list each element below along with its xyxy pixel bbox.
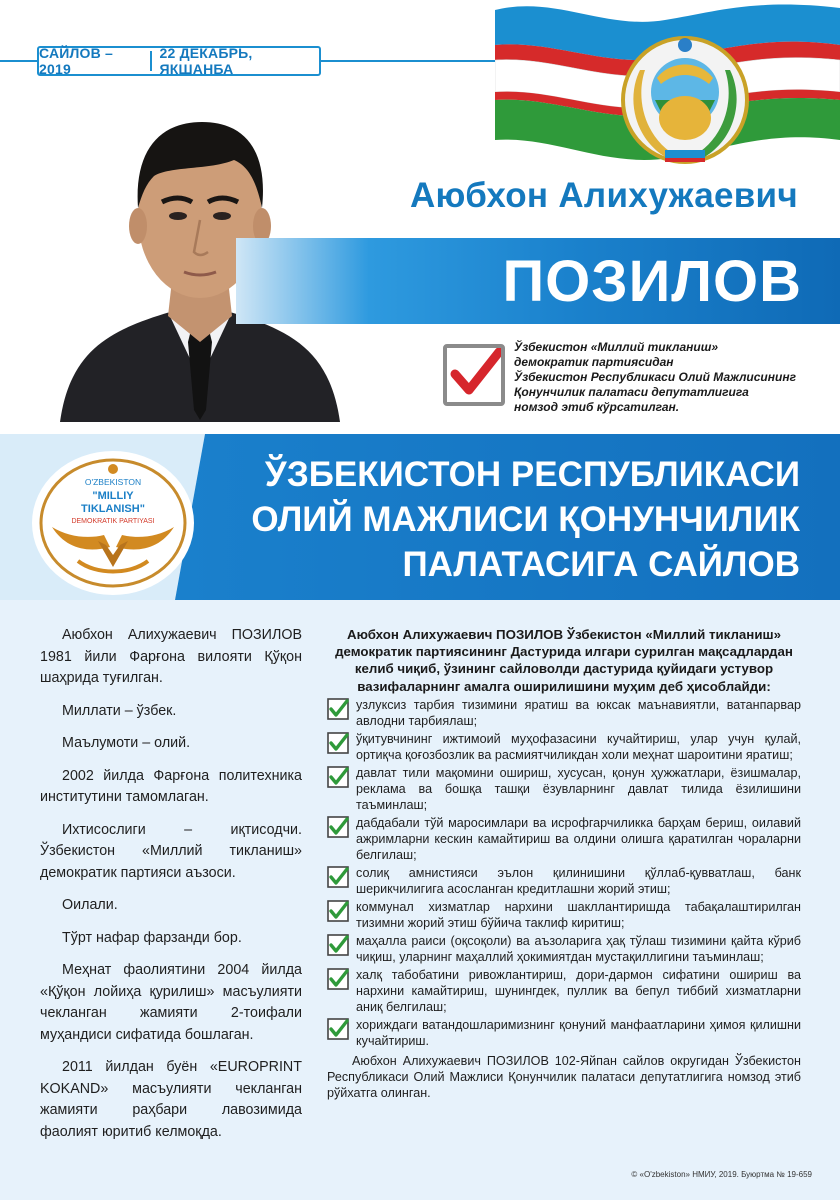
date-badge (37, 46, 321, 76)
program-item (327, 967, 801, 1015)
bio-paragraph: Миллати – ўзбек. (62, 702, 177, 719)
party-logo-subtitle: DEMOKRATIK PARTIYASI (71, 518, 155, 525)
biography (40, 625, 302, 1154)
election-title-line: ОЛИЙ МАЖЛИСИ ҚОНУНЧИЛИК (251, 500, 800, 539)
bio-paragraph: Ихтисослиги – иқтисодчи. Ўзбекистон «Миллий тикланиш» демократик партияси аъзоси. (40, 821, 302, 881)
badge-divider (150, 51, 152, 71)
ballot-check-icon (443, 344, 505, 406)
nomination-statement (514, 340, 814, 415)
checkbox-checked-icon (327, 766, 349, 788)
program-item-text: давлат тили мақомини ошириш, хусусан, қонун ҳужжатлари, ёзишмалар, реклама ва бошқа ташқи ёзувларнинг давлат тилида ёзилишини таъминлаш; (356, 765, 801, 812)
party-logo-name-1: "MILLIY (92, 490, 134, 502)
state-emblem-with-flag (495, 0, 840, 185)
bio-paragraph: 2002 йилда Фарғона политехника институтини тамомлаган. (40, 767, 302, 805)
print-credit: © «O'zbekiston» НМИУ, 2019. Буюртма № 19-659 (631, 1170, 812, 1179)
candidate-last-name: ПОЗИЛОВ (502, 249, 802, 314)
bio-paragraph: Аюбхон Алихужаевич ПОЗИЛОВ 1981 йили Фарғона вилояти Қўқон шаҳрида туғилган. (40, 627, 302, 686)
election-year-label: САЙЛОВ – 2019 (39, 45, 114, 77)
program-item-text: узлуксиз тарбия тизимини яратиш ва юксак маънавиятли, ватанпарвар авлодни тарбиялаш; (356, 697, 801, 728)
program-intro: Аюбхон Алихужаевич ПОЗИЛОВ Ўзбекистон «Миллий тикланиш» демократик партиясининг Дастурида илгари сурилган мақсадлардан келиб чиқиб, ўзининг сайловолди дастурида қуйидаги устувор вазифаларнинг амалга оширилишини муҳим деб ҳисоблайди: (335, 627, 793, 694)
bio-paragraph: Меҳнат фаолиятини 2004 йилда «Қўқон лойиҳа қурилиш» масъулияти чекланган жамияти 2-тоифали муҳандиси сифатида бошлаган. (40, 962, 302, 1043)
program-item-text: маҳалла раиси (оқсоқоли) ва аъзоларига ҳақ тўлаш тизимини қайта кўриб чиқиш, уларнинг маҳаллий ҳокимиятдан мустақиллигини таъминлаш; (356, 933, 801, 964)
checkbox-checked-icon (327, 816, 349, 838)
checkbox-checked-icon (327, 866, 349, 888)
bio-paragraph: Маълумоти – олий. (62, 735, 191, 751)
party-logo-country: O'ZBEKISTON (84, 477, 142, 487)
program-item-text: солиқ амнистияси эълон қилинишини қўллаб-қувватлаш, банк шерикчилигига асосланган кредитлашни жорий этиш; (356, 865, 801, 896)
nomination-line: демократик партиясидан (514, 355, 674, 369)
nomination-line: Қонунчилик палатаси депутатлигига (514, 385, 749, 399)
party-logo (38, 457, 188, 589)
program-item (327, 933, 801, 965)
program-item (327, 865, 801, 897)
nomination-line: Ўзбекистон «Миллий тикланиш» (514, 340, 719, 354)
bio-paragraph: Тўрт нафар фарзанди бор. (62, 929, 242, 946)
checkbox-checked-icon (327, 698, 349, 720)
election-title-line: ПАЛАТАСИГА САЙЛОВ (402, 545, 800, 584)
program-item-text: дабдабали тўй маросимлари ва исрофгарчиликка барҳам бериш, оилавий ажримларни кескин камайтириш ва олдини олишга қаратилган чораларни белгилаш; (356, 815, 801, 862)
election-title-line: ЎЗБЕКИСТОН РЕСПУБЛИКАСИ (265, 455, 800, 494)
program-item (327, 1017, 801, 1049)
election-title (251, 452, 800, 587)
nomination-line: номзод этиб кўрсатилган. (514, 400, 680, 414)
registration-note: Аюбхон Алихужаевич ПОЗИЛОВ 102-Яйпан сайлов округидан Ўзбекистон Республикаси Олий Мажлиси Қонунчилик палатаси депутатлигига номзод этиб рўйхатга олинган. (327, 1053, 801, 1100)
program-item (327, 731, 801, 763)
bio-paragraph: 2011 йилдан буён «EUROPRINT KOKAND» масъулияти чекланган жамияти раҳбари лавозимида фаолият юритиб келмоқда. (40, 1059, 302, 1140)
bio-paragraph: Оилали. (62, 897, 118, 913)
election-date-label: 22 ДЕКАБРЬ, ЯКШАНБА (159, 45, 253, 77)
program-item (327, 815, 801, 863)
election-program (327, 626, 801, 1101)
program-item-text: коммунал хизматлар нархини шакллантиришда табақалаштирилган тизимни жорий этиш бўйича таклиф киритиш; (356, 899, 801, 930)
checkbox-checked-icon (327, 1018, 349, 1040)
candidate-first-names: Аюбхон Алихужаевич (409, 176, 798, 215)
checkbox-checked-icon (327, 934, 349, 956)
program-item (327, 697, 801, 729)
program-item-text: хориждаги ватандошларимизнинг қонуний манфаатларини ҳимоя қилишни кучайтириш. (356, 1017, 801, 1048)
checkbox-checked-icon (327, 900, 349, 922)
program-item-text: халқ табобатини ривожлантириш, дори-дармон сифатини ошириш ва нархини камайтириш, шунингдек, пуллик ва бепул тиббий хизматларни аниқ белгилаш; (356, 967, 801, 1014)
checkbox-checked-icon (327, 968, 349, 990)
program-item (327, 765, 801, 813)
program-item (327, 899, 801, 931)
nomination-line: Ўзбекистон Республикаси Олий Мажлисининг (514, 370, 796, 384)
party-logo-name-2: TIKLANISH" (81, 503, 145, 515)
program-item-text: ўқитувчининг ижтимоий муҳофазасини кучайтириш, улар учун қулай, ортиқча қоғозбозлик ва расмиятчиликдан холи меҳнат шароитини яратиш; (356, 731, 801, 762)
checkbox-checked-icon (327, 732, 349, 754)
